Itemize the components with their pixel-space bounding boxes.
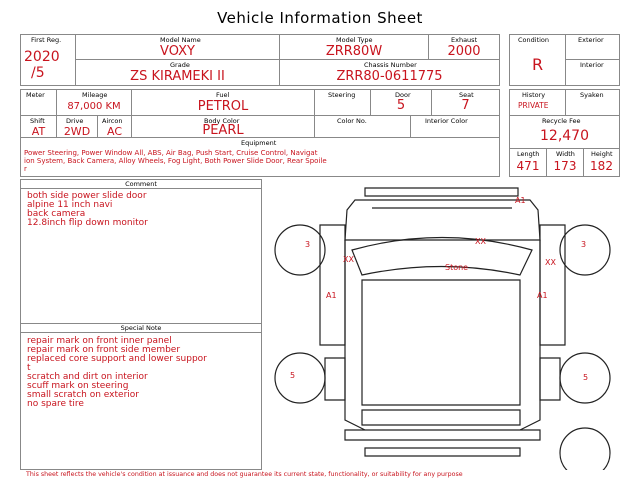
- recycle-fee-value: 12,470: [540, 128, 589, 144]
- comment-line-2: alpine 11 inch navi: [27, 200, 113, 210]
- grade-value: ZS KIRAMEKI II: [130, 69, 225, 84]
- mark-a1-top: A1: [515, 196, 526, 205]
- history-cell: [509, 89, 566, 116]
- special-note-line-2: repair mark on front side member: [27, 345, 181, 355]
- special-note-header: [21, 324, 261, 333]
- steering-cell: [314, 89, 371, 116]
- mileage-label: Mileage: [82, 91, 108, 99]
- width-value: 173: [553, 159, 577, 173]
- aircon-cell: [97, 115, 132, 138]
- front-right-wheel: [560, 225, 610, 275]
- drive-cell: [56, 115, 98, 138]
- mark-rear-right-wheel: 5: [583, 373, 589, 382]
- sheet-title: Vehicle Information Sheet: [217, 9, 423, 27]
- comment-label: Comment: [125, 180, 157, 188]
- seat-cell: [431, 89, 500, 116]
- drive-value: 2WD: [63, 125, 91, 138]
- first-reg-month: /5: [31, 65, 45, 81]
- model-type-value: ZRR80W: [325, 44, 383, 59]
- special-note-line-6: scuff mark on steering: [27, 381, 129, 391]
- footer-disclaimer: This sheet reflects the vehicle's condition at issuance and does not guarantee its current state, functionality, or suitability for any purpose: [26, 471, 463, 478]
- exterior-label: Exterior: [578, 36, 604, 44]
- meter-label: Meter: [26, 91, 45, 99]
- rear-window: [362, 410, 520, 425]
- car-damage-diagram: [265, 180, 635, 470]
- model-type-cell: [279, 34, 429, 60]
- aircon-label: Aircon: [102, 117, 123, 125]
- aircon-value: AC: [106, 125, 122, 138]
- interior-label: Interior: [580, 61, 604, 69]
- history-label: History: [522, 91, 546, 99]
- front-bumper: [365, 188, 518, 196]
- mark-xx-hood: XX: [475, 237, 486, 246]
- mark-xx-right: XX: [545, 258, 556, 267]
- shift-cell: [20, 115, 57, 138]
- special-note-label: Special Note: [120, 324, 162, 332]
- special-note-line-3: replaced core support and lower suppor: [27, 354, 207, 364]
- special-note-line-4: t: [27, 363, 31, 373]
- color-no-cell: [314, 115, 411, 138]
- chassis-cell: [279, 59, 500, 86]
- equipment-cell: [20, 137, 500, 177]
- meter-cell: [20, 89, 57, 116]
- special-note-line-7: small scratch on exterior: [27, 390, 139, 400]
- exhaust-label: Exhaust: [451, 36, 478, 44]
- condition-cell: [509, 34, 566, 86]
- interior-color-label: Interior Color: [425, 117, 468, 125]
- left-rear-panel: [325, 358, 345, 400]
- comment-line-1: both side power slide door: [27, 191, 147, 201]
- shift-value: AT: [31, 125, 46, 138]
- drive-label: Drive: [66, 117, 84, 125]
- model-name-value: VOXY: [160, 44, 195, 59]
- equipment-line-2: ion System, Back Camera, Alloy Wheels, Fog Light, Both Power Slide Door, Rear Spoile: [24, 157, 327, 165]
- rear-step: [365, 448, 520, 456]
- mileage-cell: [56, 89, 132, 116]
- syaken-cell: [565, 89, 620, 116]
- equipment-label: Equipment: [241, 139, 277, 147]
- roof: [362, 280, 520, 405]
- grade-label: Grade: [170, 61, 190, 69]
- height-value: 182: [590, 159, 613, 173]
- width-cell: [546, 148, 584, 177]
- length-label: Length: [517, 150, 540, 158]
- exterior-cell: [565, 34, 620, 60]
- height-cell: [583, 148, 620, 177]
- mark-front-left-wheel: 3: [305, 240, 311, 249]
- special-note-line-1: repair mark on front inner panel: [27, 336, 172, 346]
- seat-label: Seat: [459, 91, 474, 99]
- exhaust-cell: [428, 34, 500, 60]
- interior-color-cell: [410, 115, 500, 138]
- mark-a1-left: A1: [326, 291, 337, 300]
- interior-cell: [565, 59, 620, 86]
- special-note-line-8: no spare tire: [27, 399, 84, 409]
- condition-value: R: [531, 55, 544, 74]
- shift-label: Shift: [30, 117, 45, 125]
- comment-line-3: back camera: [27, 209, 86, 219]
- mark-front-right-wheel: 3: [581, 240, 587, 249]
- fuel-label: Fuel: [216, 91, 230, 99]
- mark-a1-right: A1: [537, 291, 548, 300]
- grade-cell: [75, 59, 280, 86]
- chassis-value: ZRR80-0611775: [336, 69, 443, 84]
- width-label: Width: [556, 150, 575, 158]
- color-no-label: Color No.: [337, 117, 367, 125]
- comment-box: [20, 179, 262, 324]
- equipment-line-3: r: [24, 165, 27, 173]
- first-reg-label: First Reg.: [31, 36, 62, 44]
- first-reg-cell: [20, 34, 76, 86]
- model-type-label: Model Type: [336, 36, 373, 44]
- body-color-value: PEARL: [202, 123, 244, 138]
- syaken-label: Syaken: [580, 91, 604, 99]
- comment-line-4: 12.8inch flip down monitor: [27, 218, 148, 228]
- chassis-label: Chassis Number: [364, 61, 417, 69]
- comment-header: [21, 180, 261, 189]
- condition-label: Condition: [518, 36, 550, 44]
- model-name-label: Model Name: [160, 36, 201, 44]
- equipment-line-1: Power Steering, Power Window All, ABS, Air Bag, Push Start, Cruise Control, Navigat: [24, 149, 318, 157]
- front-left-wheel: [275, 225, 325, 275]
- windshield: [352, 238, 532, 276]
- steering-label: Steering: [328, 91, 356, 99]
- history-value: PRIVATE: [518, 101, 549, 110]
- right-rear-panel: [540, 358, 560, 400]
- mark-rear-left-wheel: 5: [290, 371, 296, 380]
- seat-value: 7: [461, 98, 470, 113]
- rear-left-wheel: [275, 353, 325, 403]
- mark-stone: Stone: [445, 263, 469, 272]
- recycle-fee-cell: [509, 115, 620, 149]
- rear-bumper: [345, 430, 540, 440]
- fuel-cell: [131, 89, 315, 116]
- special-note-box: [20, 323, 262, 470]
- hood-outline: [345, 200, 540, 240]
- door-cell: [370, 89, 432, 116]
- length-value: 471: [516, 159, 540, 173]
- mark-xx-left: XX: [343, 255, 354, 264]
- length-cell: [509, 148, 547, 177]
- height-label: Height: [591, 150, 613, 158]
- body-color-label: Body Color: [204, 117, 240, 125]
- recycle-fee-label: Recycle Fee: [542, 117, 581, 125]
- first-reg-year: 2020: [24, 49, 60, 65]
- special-note-line-5: scratch and dirt on interior: [27, 372, 148, 382]
- door-value: 5: [396, 98, 406, 113]
- model-name-cell: [75, 34, 280, 60]
- mileage-value: 87,000 KM: [67, 101, 121, 112]
- exhaust-value: 2000: [447, 44, 481, 59]
- spare-tire: [560, 428, 610, 470]
- fuel-value: PETROL: [197, 99, 249, 114]
- door-label: Door: [395, 91, 411, 99]
- body-color-cell: [131, 115, 315, 138]
